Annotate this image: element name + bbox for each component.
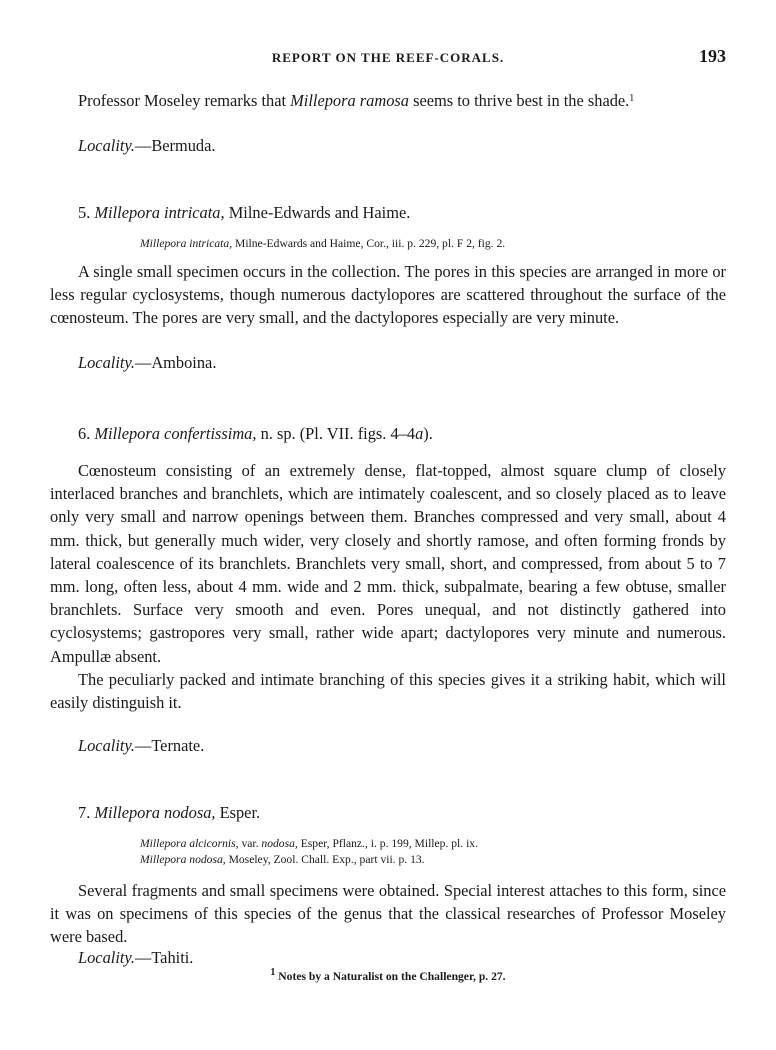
locality-value: —Amboina. [134,353,217,372]
species-name: Millepora nodosa, [94,803,216,822]
section-7-citation-2 [140,852,425,868]
locality-label: Locality. [78,736,135,755]
section-5-locality [78,353,216,373]
footnote-mark: 1 [270,967,276,978]
section-5-citation [140,236,505,252]
section-7-citation-1 [140,836,478,852]
locality-value: —Bermuda. [134,136,216,155]
paragraph-text: Several fragments and small specimens were obtained. Special interest attaches to this form, since it was on specimens of this species of the genus that the classical researches of Professor Moseley were based. [50,881,726,947]
page-header [50,46,726,70]
footnote-text: Notes by a Naturalist on the Challenger, p. 27. [275,970,506,983]
species-authority: n. sp. (Pl. VII. figs. 4–4 [256,424,416,443]
species-authority: Milne-Edwards and Haime. [224,203,411,222]
section-7-locality [78,948,193,968]
paragraph-text: A single small specimen occurs in the collection. The pores in this species are arranged in more or less regular cyclosystems, though numerous dactylopores are scattered throughout the surface of the cœnosteum. The pores are very small, and the dactylopores especially are very minute. [50,262,726,328]
citation-species: Millepora intricata, [140,237,233,250]
species-authority: Esper. [215,803,261,822]
section-6-heading [78,424,433,444]
locality-label: Locality. [78,353,135,372]
species-name: Millepora intricata, [94,203,225,222]
footnote-reference: 1 [629,93,635,104]
footnote [0,967,776,983]
intro-species: Millepora ramosa [290,91,409,110]
section-5-paragraph [50,260,726,330]
locality-value: —Ternate. [134,736,205,755]
paragraph-text: The peculiarly packed and intimate branching of this species gives it a striking habit, which will easily distinguish it. [50,669,726,713]
section-number: 7. [78,803,95,822]
species-name: Millepora confertissima, [94,424,257,443]
intro-text-a: Professor Moseley remarks that [78,91,291,110]
citation-var: var. [238,837,262,850]
citation-text: Esper, Pflanz., i. p. 199, Millep. pl. ix. [297,837,478,850]
citation-text: Moseley, Zool. Chall. Exp., part vii. p. 13. [225,853,425,866]
figure-letter: a [415,424,424,443]
citation-species: Millepora alcicornis, [140,837,239,850]
locality-label: Locality. [78,948,135,967]
locality-label: Locality. [78,136,135,155]
section-7-heading [78,803,260,823]
intro-paragraph [50,89,726,112]
section-5-heading [78,203,410,223]
citation-text: Milne-Edwards and Haime, Cor., iii. p. 229, pl. F 2, fig. 2. [232,237,506,250]
citation-species: Millepora nodosa, [140,853,226,866]
intro-text-b: seems to thrive best in the shade. [408,91,630,110]
section-number: 5. [78,203,95,222]
paragraph-text: Cœnosteum consisting of an extremely dense, flat-topped, almost square clump of closely interlaced branches and branchlets, which are intimately coalescent, and so closely placed as to leave only very small and narrow openings between them. Branches compressed and very small, about 4 mm. thick, but generally much wider, very closely and shortly ramose, and often forming fronds by lateral coalescence of its branchlets. Branchlets very small, short, and compressed, from about 5 to 7 mm. long, often less, about 4 mm. wide and 2 mm. thick, subpalmate, bearing a few obtuse, smaller branchlets. Surface very smooth and even. Pores unequal, and not distinctly gathered into cyclosystems; gastropores very small, rather wide apart; dactylopores very minute and numerous. Ampullæ absent. [50,461,726,666]
section-number: 6. [78,424,95,443]
section-6-locality [78,736,204,756]
intro-locality [78,136,216,156]
citation-varname: nodosa, [261,837,298,850]
locality-value: —Tahiti. [134,948,194,967]
section-6-description [50,459,726,714]
page-number: 193 [699,46,726,66]
section-7-paragraph [50,879,726,949]
species-authority-end: ). [423,424,433,443]
running-title: REPORT ON THE REEF-CORALS. [271,50,505,65]
